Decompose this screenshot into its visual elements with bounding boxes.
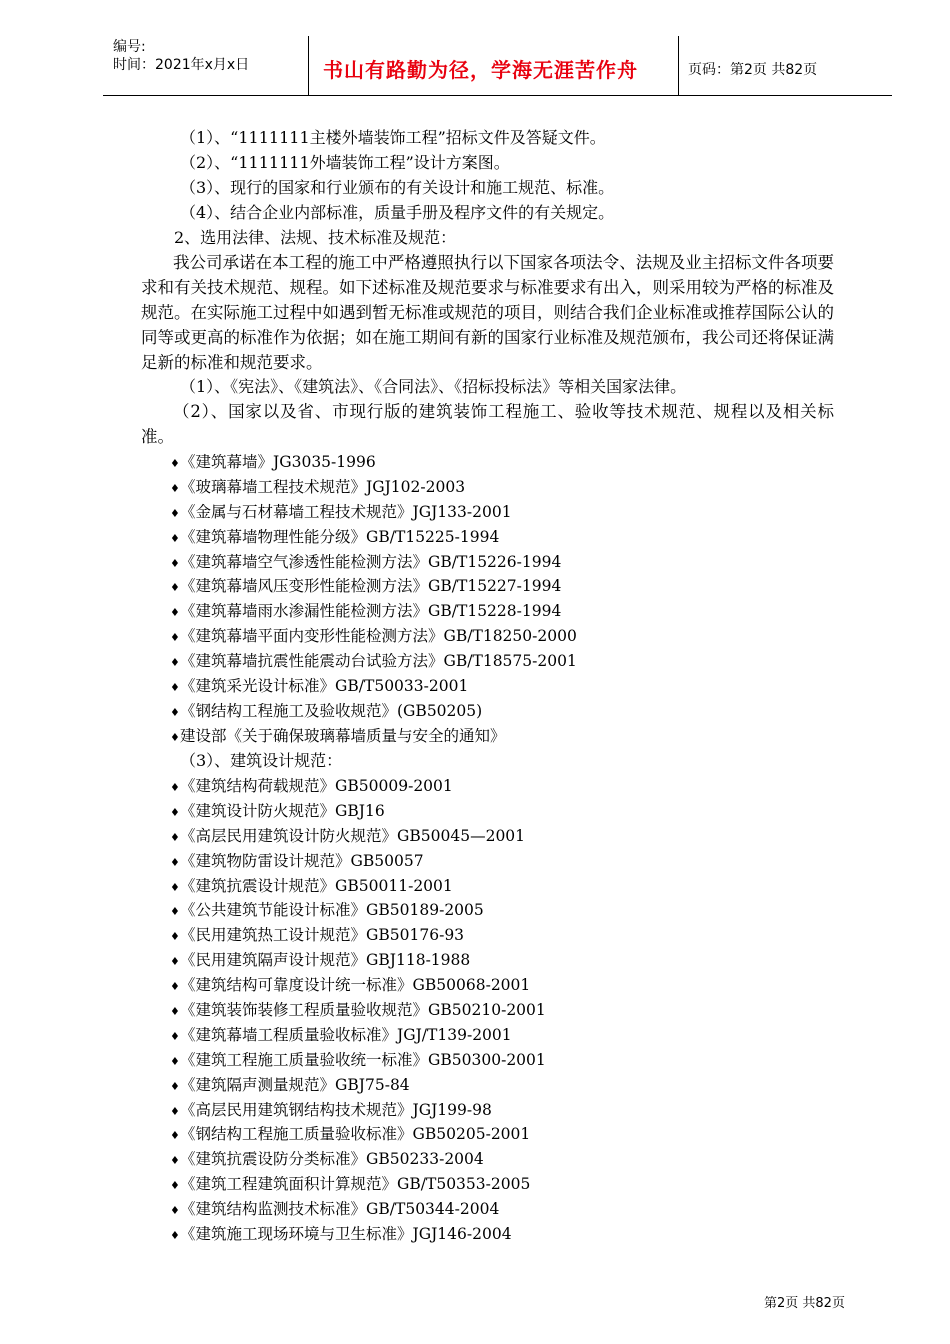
standard-item (170, 724, 870, 749)
standard-text: 《钢结构工程施工质量验收标准》GB50205-2001 (180, 1125, 531, 1144)
standard-text: 《建筑物防雷设计规范》GB50057 (180, 851, 424, 870)
standard-item (170, 624, 870, 649)
diamond-bullet-icon: ♦ (170, 781, 180, 794)
basis-item: （3）、现行的国家和行业颁布的有关设计和施工规范、标准。 (180, 177, 615, 197)
diamond-bullet-icon: ♦ (170, 1154, 180, 1168)
standard-item (170, 849, 870, 874)
standard-item (170, 799, 870, 824)
diamond-bullet-icon: ♦ (170, 531, 180, 545)
standard-item (170, 923, 870, 948)
standard-text: 《建筑结构荷载规范》GB50009-2001 (180, 777, 453, 795)
standard-item (170, 450, 870, 475)
diamond-bullet-icon: ♦ (170, 606, 180, 620)
standard-item (170, 550, 870, 575)
standard-item (170, 874, 870, 899)
standard-item (170, 1122, 870, 1147)
standard-item (170, 574, 870, 599)
diamond-bullet-icon: ♦ (170, 855, 180, 869)
commitment-paragraph: 我公司承诺在本工程的施工中严格遵照执行以下国家各项法令、法规及业主招标文件各项要求和有关技术规范、规程。如下述标准及规范要求与标准要求有出入，则采用较为严格的标准及规范。在实际施工过程中如遇到暂无标准或规范的项目，则结合我们企业标准或推荐国际公认的同等或更高的标准作为依据；如在施工期间有新的国家行业标准及规范颁布，我公司还将保证满足新的标准和规范要求。 (141, 253, 834, 372)
standard-item (170, 998, 870, 1023)
law-item: （1）、《宪法》、《建筑法》、《合同法》、《招标投标法》等相关国家法律。 (180, 377, 687, 396)
standard-text: 《建筑幕墙工程质量验收标准》JGJ/T139-2001 (180, 1025, 512, 1044)
diamond-bullet-icon: ♦ (170, 905, 180, 919)
standard-text: 建设部《关于确保玻璃幕墙质量与安全的通知》 (180, 726, 506, 745)
page-footer: 第2页 共82页 (764, 1296, 845, 1311)
basis-item: （4）、结合企业内部标准，质量手册及程序文件的有关规定。 (180, 202, 615, 222)
standard-text: 《民用建筑隔声设计规范》GBJ118-1988 (180, 951, 471, 970)
standard-text: 《高层民用建筑钢结构技术规范》JGJ199-98 (180, 1100, 492, 1119)
standard-text: 《建筑结构可靠度设计统一标准》GB50068-2001 (180, 976, 531, 995)
standard-item (170, 649, 870, 674)
standard-text: 《建筑幕墙》JG3035-1996 (180, 453, 376, 471)
standard-item (170, 898, 870, 923)
diamond-bullet-icon: ♦ (170, 980, 180, 994)
standard-item (170, 1172, 870, 1197)
diamond-bullet-icon: ♦ (170, 1104, 180, 1118)
basis-item: （2）、“1111111外墙装饰工程”设计方案图。 (180, 152, 510, 172)
standard-text: 《建筑幕墙雨水渗漏性能检测方法》GB/T15228-1994 (180, 602, 562, 621)
doc-time-label: 时间：2021年x月x日 (113, 57, 250, 73)
basis-list (170, 126, 870, 250)
standard-item (170, 475, 870, 500)
standard-text: 《建筑幕墙抗震性能震动台试验方法》GB/T18575-2001 (180, 652, 577, 671)
standard-item (170, 599, 870, 624)
standard-text: 《建筑施工现场环境与卫生标准》JGJ146-2004 (180, 1225, 512, 1244)
basis-item: （1）、“1111111主楼外墙装饰工程”招标文件及答疑文件。 (180, 128, 606, 147)
document-body (170, 126, 870, 250)
header-meta (113, 38, 249, 74)
diamond-bullet-icon: ♦ (170, 1204, 180, 1218)
diamond-bullet-icon: ♦ (170, 705, 180, 719)
section-heading: 2、选用法律、法规、技术标准及规范： (174, 227, 457, 247)
standards-list-a (170, 450, 870, 749)
diamond-bullet-icon: ♦ (170, 1029, 180, 1043)
standard-item (170, 500, 870, 525)
standard-text: 《金属与石材幕墙工程技术规范》JGJ133-2001 (180, 502, 512, 521)
standard-text: 《建筑工程建筑面积计算规范》GB/T50353-2005 (180, 1175, 531, 1194)
diamond-bullet-icon: ♦ (170, 1005, 180, 1019)
diamond-bullet-icon: ♦ (170, 481, 180, 495)
header-page-label: 页码：第2页 共82页 (688, 62, 818, 78)
standards-list-b (170, 774, 870, 1247)
law-items (170, 375, 870, 400)
standard-text: 《建筑结构监测技术标准》GB/T50344-2004 (180, 1200, 500, 1219)
standard-item (170, 674, 870, 699)
diamond-bullet-icon: ♦ (170, 930, 180, 944)
diamond-bullet-icon: ♦ (170, 830, 180, 844)
standard-item (170, 1222, 870, 1247)
header-divider-left (308, 36, 309, 96)
standard-text: 《建筑幕墙空气渗透性能检测方法》GB/T15226-1994 (180, 552, 562, 571)
diamond-bullet-icon: ♦ (170, 457, 180, 470)
diamond-bullet-icon: ♦ (170, 631, 180, 645)
standard-item (170, 1023, 870, 1048)
standard-text: 《建筑幕墙物理性能分级》GB/T15225-1994 (180, 527, 500, 546)
section-heading: （3）、建筑设计规范： (180, 751, 343, 770)
standard-text: 《公共建筑节能设计标准》GB50189-2005 (180, 901, 484, 920)
standard-item (170, 973, 870, 998)
standard-text: 《建筑幕墙平面内变形性能检测方法》GB/T18250-2000 (180, 627, 577, 646)
page-header (103, 34, 892, 96)
standard-item (170, 699, 870, 724)
standard-item (170, 525, 870, 550)
standard-item (170, 1197, 870, 1222)
law-item: （2）、国家以及省、市现行版的建筑装饰工程施工、验收等技术规范、规程以及相关标准。 (141, 402, 834, 446)
diamond-bullet-icon: ♦ (170, 1179, 180, 1193)
diamond-bullet-icon: ♦ (170, 681, 180, 695)
standard-text: 《建筑幕墙风压变形性能检测方法》GB/T15227-1994 (180, 577, 562, 596)
standard-text: 《民用建筑热工设计规范》GB50176-93 (180, 926, 465, 945)
diamond-bullet-icon: ♦ (170, 506, 180, 520)
diamond-bullet-icon: ♦ (170, 556, 180, 570)
diamond-bullet-icon: ♦ (170, 1054, 180, 1068)
diamond-bullet-icon: ♦ (170, 955, 180, 969)
standard-text: 《建筑隔声测量规范》GBJ75-84 (180, 1075, 410, 1094)
standard-item (170, 1147, 870, 1172)
standard-text: 《建筑抗震设防分类标准》GB50233-2004 (180, 1150, 484, 1169)
diamond-bullet-icon: ♦ (170, 1229, 180, 1243)
standard-item (170, 774, 870, 799)
diamond-bullet-icon: ♦ (170, 730, 180, 744)
standard-text: 《建筑设计防火规范》GBJ16 (180, 801, 385, 820)
design-section (170, 749, 870, 774)
header-rule (103, 95, 892, 96)
standard-item (170, 1098, 870, 1123)
standard-text: 《高层民用建筑设计防火规范》GB50045—2001 (180, 826, 526, 845)
diamond-bullet-icon: ♦ (170, 805, 180, 819)
standard-text: 《建筑抗震设计规范》GB50011-2001 (180, 876, 453, 895)
standard-item (170, 1073, 870, 1098)
standard-item (170, 948, 870, 973)
header-motto: 书山有路勤为径，学海无涯苦作舟 (323, 58, 638, 82)
diamond-bullet-icon: ♦ (170, 1129, 180, 1143)
standard-text: 《建筑工程施工质量验收统一标准》GB50300-2001 (180, 1050, 546, 1069)
doc-number-label: 编号: (113, 39, 146, 55)
diamond-bullet-icon: ♦ (170, 656, 180, 670)
header-divider-right (678, 36, 679, 96)
diamond-bullet-icon: ♦ (170, 1079, 180, 1093)
diamond-bullet-icon: ♦ (170, 880, 180, 894)
standard-text: 《玻璃幕墙工程技术规范》JGJ102-2003 (180, 477, 466, 496)
standard-item (170, 824, 870, 849)
standard-text: 《钢结构工程施工及验收规范》(GB50205) (180, 701, 483, 720)
standard-text: 《建筑装饰装修工程质量验收规范》GB50210-2001 (180, 1001, 546, 1020)
diamond-bullet-icon: ♦ (170, 581, 180, 595)
standard-item (170, 1048, 870, 1073)
standard-text: 《建筑采光设计标准》GB/T50033-2001 (180, 677, 469, 696)
